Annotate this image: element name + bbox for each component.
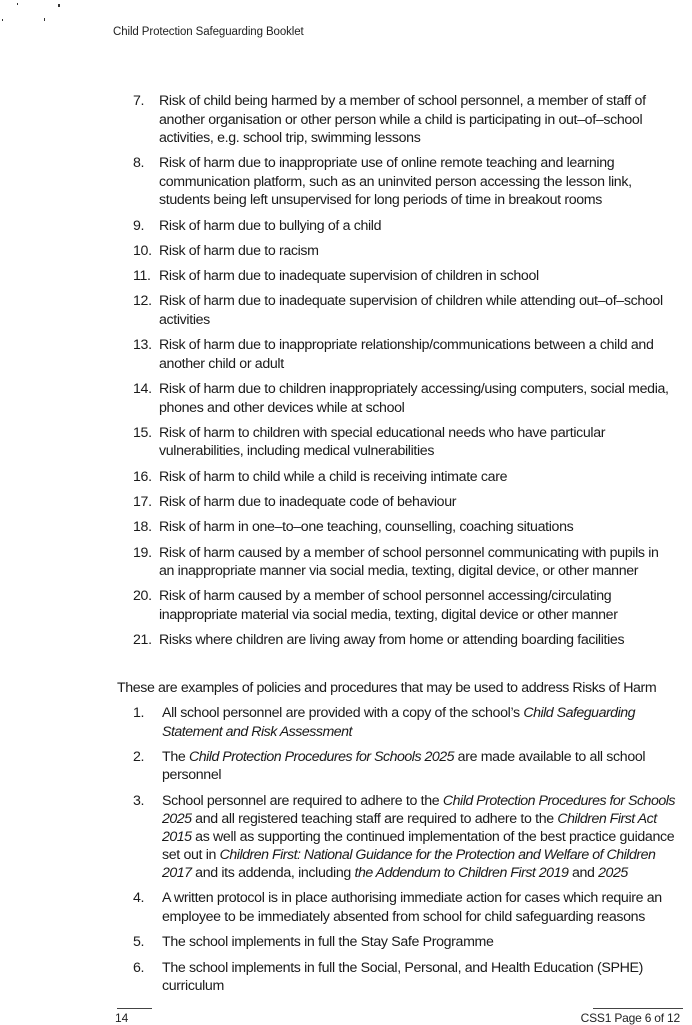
- footer-divider-right: [593, 1008, 683, 1009]
- policy-document-title: Child Protection Procedures for Schools 2025: [189, 748, 455, 765]
- policy-text-segment: School personnel are required to adhere to the: [162, 792, 443, 809]
- list-number: 5.: [133, 934, 145, 951]
- list-number: 4.: [133, 890, 145, 907]
- risk-text: Risk of harm due to inadequate supervision of children in school: [159, 268, 539, 285]
- list-number: 3.: [133, 792, 145, 809]
- risk-text: Risk of harm due to inappropriate use of online remote teaching and learning communication platform, such as an uninvited person accessing the lesson link, students being left unsupervised for long periods of time in breakout rooms: [159, 155, 632, 209]
- policy-item: [0, 959, 692, 996]
- scan-artifact: [58, 4, 60, 7]
- risk-item: [0, 92, 692, 148]
- list-number: 15.: [133, 424, 152, 441]
- risks-of-harm-list: [0, 92, 692, 656]
- policy-document-title: Child Safeguarding Statement and Risk Assessment: [162, 705, 636, 740]
- risk-item: [0, 242, 692, 261]
- footer-page-label: CSS1 Page 6 of 12: [580, 1011, 680, 1025]
- policy-text-segment: as well as supporting the continued implementation of the best practice guidance set out in: [162, 829, 675, 864]
- risk-text: Risk of harm due to bullying of a child: [159, 217, 382, 234]
- policy-document-title: the Addendum to Children First 2019: [354, 865, 569, 882]
- risk-text: Risk of harm caused by a member of school personnel accessing/circulating inappropriate material via social media, texting, digital device or other manner: [159, 588, 618, 623]
- list-number: 9.: [133, 217, 145, 234]
- policy-text-segment: and: [568, 865, 599, 882]
- policy-text-segment: A written protocol is in place authorising immediate action for cases which require an employee to be immediately absented from school for child safeguarding reasons: [162, 890, 662, 925]
- list-number: 20.: [133, 588, 152, 605]
- list-number: 2.: [133, 748, 145, 765]
- list-number: 1.: [133, 705, 145, 721]
- risk-text: Risk of harm due to inadequate code of behaviour: [159, 493, 457, 510]
- risk-text: Risk of harm due to inappropriate relationship/communications between a child and another child or adult: [159, 337, 654, 372]
- risk-item: [0, 468, 692, 487]
- risk-text: Risks where children are living away from home or attending boarding facilities: [159, 632, 625, 649]
- policy-text-segment: are made available to all school personnel: [162, 748, 646, 784]
- policy-document-title: Children First Act 2015: [162, 810, 657, 845]
- policy-item: [0, 933, 692, 952]
- risk-item: [0, 493, 692, 512]
- policy-document-title: Child Protection Procedures for Schools 2025: [162, 792, 675, 827]
- risk-item: [0, 544, 692, 581]
- list-number: 18.: [133, 519, 152, 536]
- list-number: 14.: [133, 381, 152, 398]
- policy-item: [0, 792, 692, 883]
- policies-procedures-list: [0, 704, 692, 1002]
- list-number: 13.: [133, 337, 152, 354]
- risk-item: [0, 267, 692, 286]
- scan-artifact: [2, 19, 3, 21]
- policy-text-segment: and its addenda, including: [191, 865, 355, 882]
- risk-text: Risk of harm due to children inappropriately accessing/using computers, social media, phones and other devices while at school: [159, 381, 669, 416]
- policies-intro-paragraph: These are examples of policies and procedures that may be used to address Risks of Harm: [117, 680, 657, 696]
- list-number: 19.: [133, 544, 152, 561]
- list-number: 6.: [133, 959, 145, 976]
- risk-item: [0, 217, 692, 236]
- risk-text: Risk of harm due to inadequate supervision of children while attending out–of–school activities: [159, 293, 663, 328]
- risk-text: Risk of harm in one–to–one teaching, counselling, coaching situations: [159, 519, 574, 536]
- policy-text-segment: The school implements in full the Social, Personal, and Health Education (SPHE) curriculum: [162, 959, 643, 994]
- risk-item: [0, 336, 692, 373]
- risk-text: Risk of harm to child while a child is receiving intimate care: [159, 468, 508, 485]
- list-number: 11.: [133, 268, 151, 285]
- policy-text-segment: The school implements in full the Stay Safe Programme: [162, 934, 494, 951]
- risk-item: [0, 631, 692, 650]
- scan-artifact: [44, 18, 45, 21]
- policy-text-segment: All school personnel are provided with a copy of the school’s: [162, 705, 524, 721]
- footer-divider-left: [117, 1008, 152, 1009]
- list-number: 10.: [133, 242, 152, 259]
- list-number: 8.: [133, 155, 145, 172]
- risk-item: [0, 424, 692, 461]
- risk-item: [0, 380, 692, 417]
- risk-text: Risk of harm caused by a member of school personnel communicating with pupils in an inappropriate manner via social media, texting, digital device, or other manner: [159, 544, 659, 580]
- list-number: 17.: [133, 493, 152, 510]
- risk-item: [0, 292, 692, 329]
- list-number: 16.: [133, 468, 152, 485]
- risk-text: Risk of harm to children with special educational needs who have particular vulnerabilities, including medical vulnerabilities: [159, 424, 606, 460]
- policy-text-segment: The: [162, 748, 189, 765]
- risk-item: [0, 154, 692, 210]
- policy-item: [0, 748, 692, 785]
- risk-item: [0, 587, 692, 624]
- scan-artifact: [17, 3, 18, 5]
- footer-page-number: 14: [115, 1011, 129, 1025]
- policy-document-title: Children First: National Guidance for the Protection and Welfare of Children 2017: [162, 847, 656, 882]
- policy-document-title: 2025: [598, 865, 628, 882]
- policy-item: [0, 889, 692, 926]
- policy-item: [0, 704, 692, 741]
- list-number: 7.: [133, 93, 145, 109]
- risk-text: Risk of child being harmed by a member of school personnel, a member of staff of another organisation or other person while a child is participating in out–of–school activities, e.g. school trip, swimming lessons: [159, 93, 646, 146]
- list-number: 12.: [133, 293, 152, 310]
- risk-text: Risk of harm due to racism: [159, 242, 319, 259]
- policy-text-segment: and all registered teaching staff are required to adhere to the: [191, 810, 558, 827]
- risk-item: [0, 518, 692, 537]
- document-header-title: Child Protection Safeguarding Booklet: [113, 26, 304, 38]
- list-number: 21.: [133, 632, 152, 649]
